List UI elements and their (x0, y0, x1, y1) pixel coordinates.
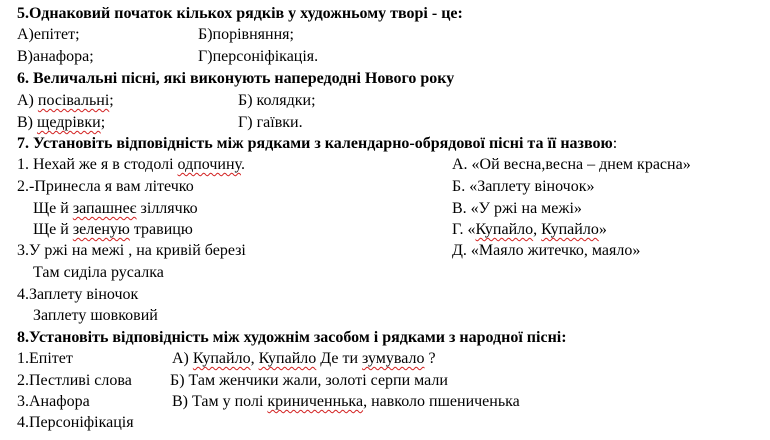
q8-item-1: 1.Епітет (17, 350, 73, 367)
q5-title: 5.Однаковий початок кількох рядків у художньому творі - це: (17, 5, 463, 22)
q5-option-b: Б)порівняння; (198, 26, 294, 43)
q7-answer-e: Д. «Маяло житечко, маяло» (452, 242, 641, 259)
q8-item-4: 4.Персоніфікація (17, 414, 134, 431)
q7-line-6: Там сиділа русалка (33, 264, 164, 281)
q6-option-d: Г) гаївки. (238, 114, 303, 131)
q5-option-d: Г)персоніфікація. (198, 48, 319, 65)
q6-title: 6. Величальні пісні, які виконують напередодні Нового року (17, 70, 455, 87)
q7-title: 7. Установіть відповідність між рядками з календарно-обрядової пісні та її назвою: (17, 135, 618, 152)
q5-option-c: В)анафора; (17, 48, 94, 65)
q7-line-1: 1. Нехай же я в стодолі одпочину. (17, 156, 245, 173)
q7-answer-c: В. «У ржі на межі» (452, 200, 582, 217)
q7-line-8: Заплету шовковий (33, 307, 158, 324)
q7-line-5: 3.У ржі на межі , на кривій березі (17, 242, 246, 259)
q8-option-c: В) Там у полі криниченнька, навколо пшениченька (172, 393, 520, 410)
q7-line-4: Ще й зеленую травицю (33, 221, 193, 238)
q6-option-b: Б) колядки; (238, 92, 316, 109)
q8-item-2: 2.Пестливі слова (17, 372, 132, 389)
q7-answer-b: Б. «Заплету віночок» (452, 178, 595, 195)
q6-option-c: В) щедрівки; (17, 114, 106, 131)
q8-title: 8.Установіть відповідність між художнім засобом і рядками з народної пісні: (17, 329, 567, 346)
q8-option-a: А) Купайло, Купайло Де ти зумувало ? (172, 350, 436, 367)
q7-answer-d: Г. «Купайло, Купайло» (452, 221, 607, 238)
q8-item-3: 3.Анафора (17, 393, 90, 410)
q6-option-a: А) посівальні; (17, 92, 114, 109)
q7-line-7: 4.Заплету віночок (17, 286, 139, 303)
q5-option-a: А)епітет; (17, 26, 80, 43)
q8-option-b: Б) Там женчики жали, золоті серпи мали (170, 372, 448, 389)
q7-line-3: Ще й запашнеє зіллячко (33, 200, 198, 217)
q7-answer-a: А. «Ой весна,весна – днем красна» (452, 156, 691, 173)
q7-line-2: 2.-Принесла я вам літечко (17, 178, 194, 195)
